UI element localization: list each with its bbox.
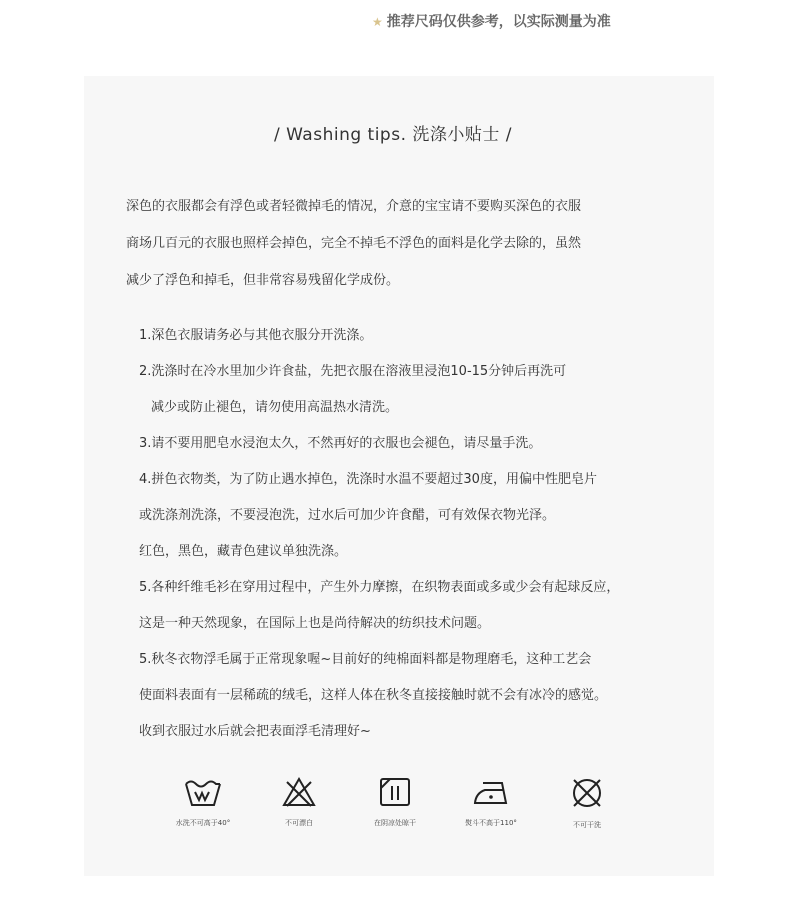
care-item-bleach xyxy=(251,776,347,828)
size-note xyxy=(372,11,611,31)
tip-line: 3.请不要用肥皂水浸泡太久，不然再好的衣服也会褪色，请尽量手洗。 xyxy=(139,436,542,451)
tip-line: 2.洗涤时在冷水里加少许食盐，先把衣服在溶液里浸泡10-15分钟后再洗可 xyxy=(139,364,567,379)
tip-line: 这是一种天然现象，在国际上也是尚待解决的纺织技术问题。 xyxy=(139,616,491,631)
care-item-dry-clean xyxy=(539,776,635,830)
star-icon: ★ xyxy=(372,15,383,29)
iron-110-icon xyxy=(471,776,511,808)
care-symbols xyxy=(155,776,635,846)
tip-line: 或洗涤剂洗涤，不要浸泡洗，过水后可加少许食醋，可有效保衣物光泽。 xyxy=(139,508,556,523)
wash-40-icon xyxy=(183,776,223,808)
line-dry-shade-icon xyxy=(378,776,412,808)
care-item-wash xyxy=(155,776,251,828)
tip-line: 1.深色衣服请务必与其他衣服分开洗涤。 xyxy=(139,328,373,343)
washing-tips-title: / Washing tips. 洗涤小贴士 / xyxy=(273,125,513,145)
care-label: 不可漂白 xyxy=(285,819,313,827)
tips-list xyxy=(139,318,719,750)
no-dry-clean-icon xyxy=(570,776,604,810)
tip-line: 收到衣服过水后就会把表面浮毛清理好~ xyxy=(139,724,371,739)
care-label: 在阴凉处晾干 xyxy=(374,819,416,827)
intro-line: 商场几百元的衣服也照样会掉色，完全不掉毛不浮色的面料是化学去除的，虽然 xyxy=(126,236,582,251)
size-note-text: 推荐尺码仅供参考，以实际测量为准 xyxy=(386,14,611,30)
no-bleach-icon xyxy=(281,776,317,808)
tip-line: 5.各种纤维毛衫在穿用过程中，产生外力摩擦，在织物表面或多或少会有起球反应， xyxy=(139,580,620,595)
tip-line: 减少或防止褪色，请勿使用高温热水清洗。 xyxy=(151,400,399,415)
care-item-dry xyxy=(347,776,443,828)
care-label: 水洗不可高于40° xyxy=(175,819,231,827)
intro-paragraph xyxy=(126,188,696,299)
tip-line: 使面料表面有一层稀疏的绒毛，这样人体在秋冬直接接触时就不会有冰冷的感觉。 xyxy=(139,688,608,703)
care-label: 熨斗不高于110° xyxy=(465,819,517,827)
care-item-iron xyxy=(443,776,539,828)
tip-line: 5.秋冬衣物浮毛属于正常现象喔~目前好的纯棉面料都是物理磨毛，这种工艺会 xyxy=(139,652,592,667)
care-label: 不可干洗 xyxy=(573,821,601,829)
intro-line: 减少了浮色和掉毛，但非常容易残留化学成份。 xyxy=(126,273,400,288)
tip-line: 红色，黑色，藏青色建议单独洗涤。 xyxy=(139,544,348,559)
tip-line: 4.拼色衣物类，为了防止遇水掉色，洗涤时水温不要超过30度，用偏中性肥皂片 xyxy=(139,472,597,487)
intro-line: 深色的衣服都会有浮色或者轻微掉毛的情况，介意的宝宝请不要购买深色的衣服 xyxy=(126,199,582,214)
